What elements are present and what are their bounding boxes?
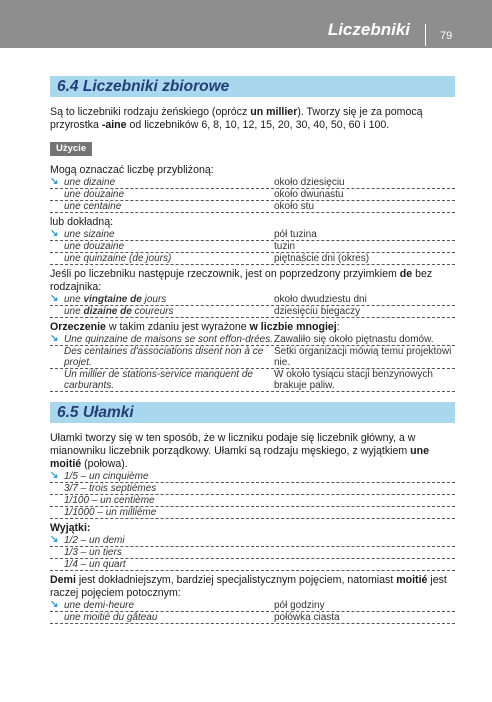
demi-rule: Demi jest dokładniejszym, bardziej specjalistycznym pojęciem, natomiast moitié jest raczej pojęciem potocznym: <box>50 574 447 599</box>
approx-list <box>50 177 455 213</box>
usage-label: Użycie <box>50 142 92 156</box>
intro-6-4: Są to liczebniki rodzaju żeńskiego (oprócz un millier). Tworzy się je za pomocą przyrostka -aine od liczebników 6, 8, 10, 12, 15, 20, 30, 40, 50, 60 i 100. <box>50 106 423 131</box>
example-row: 1/3 – un tiers <box>50 547 455 559</box>
arrow-icon: ↘ <box>50 293 59 304</box>
arrow-icon: ↘ <box>50 228 59 239</box>
section-title-6-5: 6.5 Ułamki <box>50 402 455 423</box>
example-row: ↘ 1/2 – un demi <box>50 535 455 547</box>
example-row: une douzaine około dwunastu <box>50 189 455 201</box>
example-row: ↘ une demi-heure pół godziny <box>50 600 455 612</box>
example-row: une centaine około stu <box>50 201 455 213</box>
predicate-list <box>50 334 455 392</box>
example-row: 1/100 – un centième <box>50 495 455 507</box>
header-divider <box>425 24 426 46</box>
exact-list <box>50 229 455 265</box>
example-row: une dizaine de coureurs dziesięciu biegaczy <box>50 306 455 318</box>
example-row: une moitié du gâteau połówka ciasta <box>50 612 455 624</box>
noun-rule: Jeśli po liczebniku następuje rzeczownik, jest on poprzedzony przyimkiem de bez rodzajnika: <box>50 268 433 293</box>
section-title-6-4: 6.4 Liczebniki zbiorowe <box>50 76 455 97</box>
example-row: une quinzaine (de jours) piętnaście dni (okres) <box>50 253 455 265</box>
header-bar <box>0 0 492 48</box>
intro-6-5: Ułamki tworzy się w ten sposób, że w liczniku podaje się liczebnik główny, a w mianowniku liczebnik porządkowy. Ułamki są rodzaju męskiego, z wyjątkiem une moitié (połowa). <box>50 432 429 470</box>
page-content <box>50 76 455 624</box>
example-row: 3/7 – trois septièmes <box>50 483 455 495</box>
exact-label: lub dokładną: <box>50 216 114 228</box>
page-number: 79 <box>440 30 453 42</box>
predicate-rule: Orzeczenie w takim zdaniu jest wyrażone w liczbie mnogiej: <box>50 321 340 333</box>
arrow-icon: ↘ <box>50 470 59 481</box>
demi-list <box>50 600 455 624</box>
exceptions-label: Wyjątki: <box>50 522 91 534</box>
example-row: ↘ une vingtaine de jours około dwudziestu dni <box>50 294 455 306</box>
chapter-title: Liczebniki <box>327 20 410 39</box>
example-row: ↘ Une quinzaine de maisons se sont effon-drées. Zawaliło się około piętnastu domów. <box>50 334 455 346</box>
example-row: Un millier de stations-service manquent de carburants. W około tysiącu stacji benzynowych brakuje paliw. <box>50 369 455 392</box>
example-row: une douzaine tuzin <box>50 241 455 253</box>
example-row: 1/1000 – un millième <box>50 507 455 519</box>
arrow-icon: ↘ <box>50 534 59 545</box>
arrow-icon: ↘ <box>50 176 59 187</box>
arrow-icon: ↘ <box>50 599 59 610</box>
example-row: ↘ une sizaine pół tuzina <box>50 229 455 241</box>
arrow-icon: ↘ <box>50 333 59 344</box>
example-row: Des centaines d'associations disent non à ce projet. Setki organizacji mówią temu projektowi nie. <box>50 346 455 369</box>
fractions-list <box>50 471 455 519</box>
approx-label: Mogą oznaczać liczbę przybliżoną: <box>50 164 214 176</box>
noun-list <box>50 294 455 318</box>
example-row: ↘ une dizaine około dziesięciu <box>50 177 455 189</box>
example-row: 1/4 – un quart <box>50 559 455 571</box>
exceptions-list <box>50 535 455 571</box>
example-row: ↘ 1/5 – un cinquième <box>50 471 455 483</box>
